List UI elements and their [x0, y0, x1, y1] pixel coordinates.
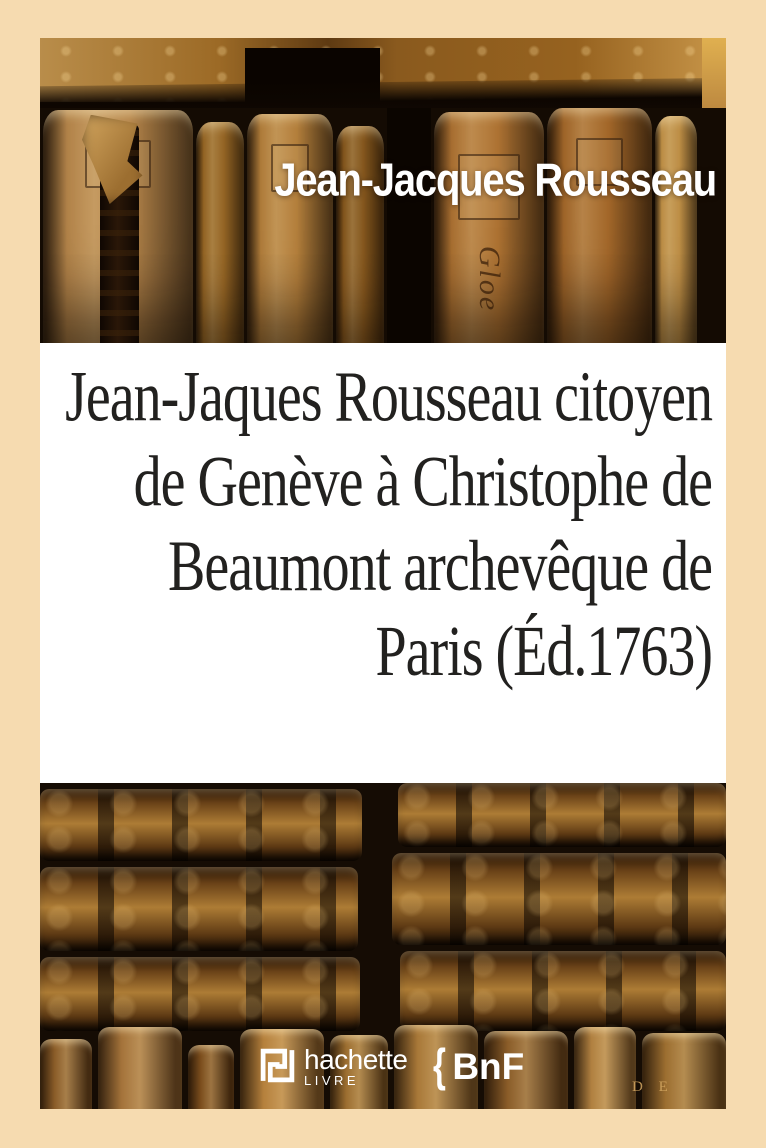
book-spines-row — [40, 108, 726, 343]
stacked-book — [40, 957, 360, 1031]
book-spine — [247, 114, 333, 343]
title-line-2: de Genève à Christophe de — [133, 442, 712, 523]
stacked-book-large — [392, 853, 726, 945]
standing-book — [642, 1033, 726, 1109]
book-cover — [40, 38, 726, 1109]
hachette-wordmark: hachette — [304, 1044, 408, 1075]
standing-book — [40, 1039, 92, 1109]
dark-gap-between-books — [387, 108, 431, 343]
standing-book — [98, 1027, 182, 1109]
spine-letters-decoration: D E — [632, 1079, 674, 1095]
standing-book — [188, 1045, 234, 1109]
book-spine — [196, 122, 244, 343]
title-line-1: Jean-Jaques Rousseau citoyen — [65, 357, 712, 438]
book-spine-torn — [43, 110, 193, 343]
book-spine — [655, 116, 697, 343]
top-books-photo — [40, 38, 726, 343]
book-title — [40, 355, 712, 694]
spine-handwriting-decoration: Gloe — [473, 245, 506, 313]
book-spine — [434, 112, 544, 343]
bnf-logo — [433, 1039, 525, 1091]
hachette-livre-label: LIVRE — [304, 1073, 360, 1088]
hachette-livre-logo — [259, 1044, 408, 1088]
hachette-logo-text — [304, 1044, 408, 1088]
standing-book — [574, 1027, 636, 1109]
author-name-overlay: Jean-Jacques Rousseau — [274, 155, 716, 206]
bnf-wordmark: BnF — [452, 1046, 525, 1087]
title-line-3: Beaumont archevêque de — [168, 527, 712, 607]
stacked-book — [40, 789, 362, 861]
title-band — [40, 343, 726, 783]
stacked-book — [400, 951, 726, 1031]
publisher-logos — [259, 1039, 525, 1091]
stacked-book — [40, 867, 358, 951]
bottom-books-photo — [40, 783, 726, 1109]
stacked-book — [398, 783, 726, 847]
title-line-4: Paris (Éd.1763) — [375, 612, 712, 692]
bnf-brace-icon: { — [433, 1039, 447, 1091]
hachette-h-square-icon — [259, 1047, 296, 1084]
book-spine — [547, 108, 652, 343]
